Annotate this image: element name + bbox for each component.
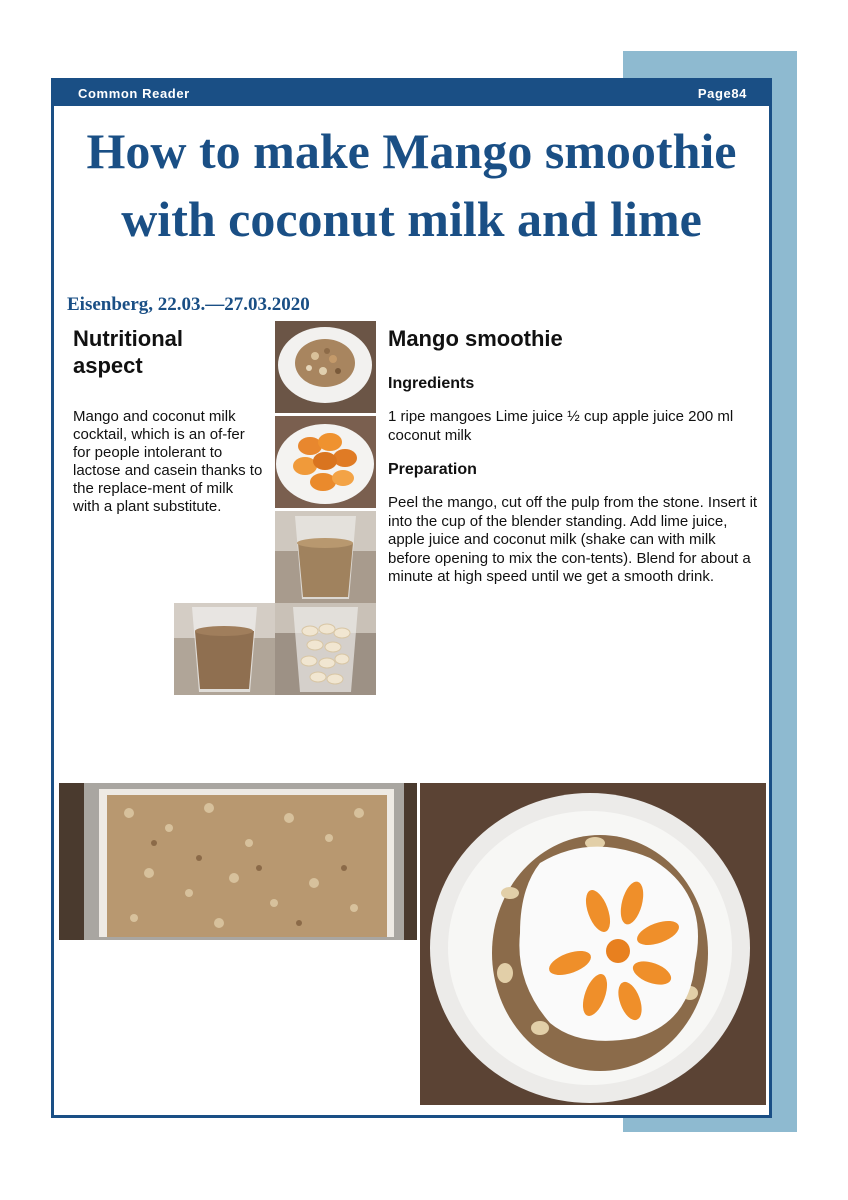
nutrition-text: Mango and coconut milk cocktail, which is an of-fer for people intolerant to lactose and casein thanks to the replace-ment of milk with a plant substitute. bbox=[73, 408, 263, 515]
nutrition-heading: Nutritional aspect bbox=[73, 326, 183, 378]
photo-nuts bbox=[275, 321, 376, 413]
photo-granola-bowl bbox=[420, 783, 766, 1105]
recipe-title: Mango smoothie bbox=[388, 326, 563, 351]
photo-apricots bbox=[275, 416, 376, 508]
preparation-heading: Preparation bbox=[388, 461, 477, 478]
preparation-text: Peel the mango, cut off the pulp from the stone. Insert it into the cup of the blender standing. Add lime juice, apple juice and coconut milk (shake can with milk before opening to mix the con-tents). Blend for about a minute at high speed until we get a smooth drink. bbox=[388, 494, 758, 585]
dateline: Eisenberg, 22.03.—27.03.2020 bbox=[67, 294, 310, 315]
photo-oat-glass bbox=[275, 511, 376, 603]
ingredients-text: 1 ripe mangoes Lime juice ½ cup apple juice 200 ml coconut milk bbox=[388, 408, 734, 444]
photo-granola-tray bbox=[59, 783, 417, 940]
publication-name: Common Reader bbox=[78, 86, 190, 101]
photo-seed-glass bbox=[174, 603, 275, 695]
article-title: How to make Mango smoothie with coconut milk and lime bbox=[86, 123, 737, 247]
page-number: Page84 bbox=[697, 86, 747, 101]
page bbox=[51, 78, 772, 1118]
header-bar bbox=[54, 81, 769, 106]
ingredients-heading: Ingredients bbox=[388, 375, 475, 392]
photo-almond-glass bbox=[275, 603, 376, 695]
